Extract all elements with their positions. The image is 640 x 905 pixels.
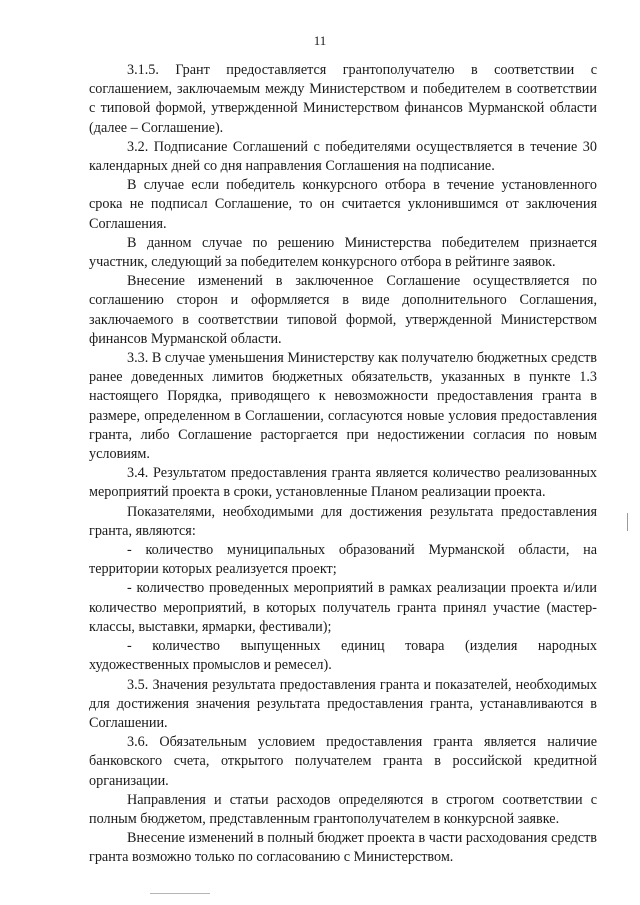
paragraph-budget-directions: Направления и статьи расходов определяются в строгом соответствии с полным бюджетом, представленным грантополучателем в конкурсной заявке. (89, 791, 597, 827)
paragraph-3-3: 3.3. В случае уменьшения Министерству как получателю бюджетных средств ранее доведенных лимитов бюджетных обязательств, указанных в пункте 1.3 настоящего Порядка, приводящего к невозможности предоставления гранта в размере, определенном в Соглашении, согласуются новые условия предоставления гранта, либо Соглашение расторгается при недостижении согласия по новым условиям. (89, 350, 597, 463)
paragraph-next-participant: В данном случае по решению Министерства победителем признается участник, следующий за победителем конкурсного отбора в рейтинге заявок. (89, 234, 597, 271)
page-number: 11 (313, 33, 327, 48)
paragraph-3-2: 3.2. Подписание Соглашений с победителями осуществляется в течение 30 календарных дней со дня направления Соглашения на подписание. (89, 138, 597, 175)
paragraph-3-4: 3.4. Результатом предоставления гранта является количество реализованных мероприятий проекта в сроки, установленные Планом реализации проекта. (89, 465, 597, 501)
paragraph-3-1-5: 3.1.5. Грант предоставляется грантополучателю в соответствии с соглашением, заключаемым между Министерством и победителем в соответствии с типовой формой, утвержденной Министерством финансов Мурманской области (далее – Соглашение). (89, 62, 597, 136)
list-item-municipalities: - количество муниципальных образований Мурманской области, на территории которых реализуется проект; (89, 542, 597, 578)
paragraph-amendments: Внесение изменений в заключенное Соглашение осуществляется по соглашению сторон и оформляется в виде дополнительного Соглашения, заключаемого в соответствии типовой формой, утвержденной Министерством финансов Мурманской области. (89, 273, 597, 347)
margin-scan-mark (627, 513, 628, 531)
paragraph-3-6: 3.6. Обязательным условием предоставления гранта является наличие банковского счета, открытого получателем гранта в российской кредитной организации. (89, 734, 597, 789)
list-item-events: - количество проведенных мероприятий в рамках реализации проекта и/или количество мероприятий, в которых получатель гранта принял участие (мастер-классы, выставки, ярмарки, фестивали); (89, 580, 597, 635)
document-body (89, 61, 597, 868)
list-item-goods: - количество выпущенных единиц товара (изделия народных художественных промыслов и ремесел). (89, 638, 597, 674)
footer-scan-mark (150, 893, 210, 894)
paragraph-3-5: 3.5. Значения результата предоставления гранта и показателей, необходимых для достижения значения результата предоставления гранта, устанавливаются в Соглашении. (89, 676, 597, 731)
paragraph-budget-changes: Внесение изменений в полный бюджет проекта в части расходования средств гранта возможно только по согласованию с Министерством. (89, 830, 597, 866)
paragraph-refusal: В случае если победитель конкурсного отбора в течение установленного срока не подписал Соглашение, то он считается уклонившимся от заключения Соглашения. (89, 177, 597, 232)
paragraph-indicators: Показателями, необходимыми для достижения результата предоставления гранта, являются: (89, 503, 597, 539)
